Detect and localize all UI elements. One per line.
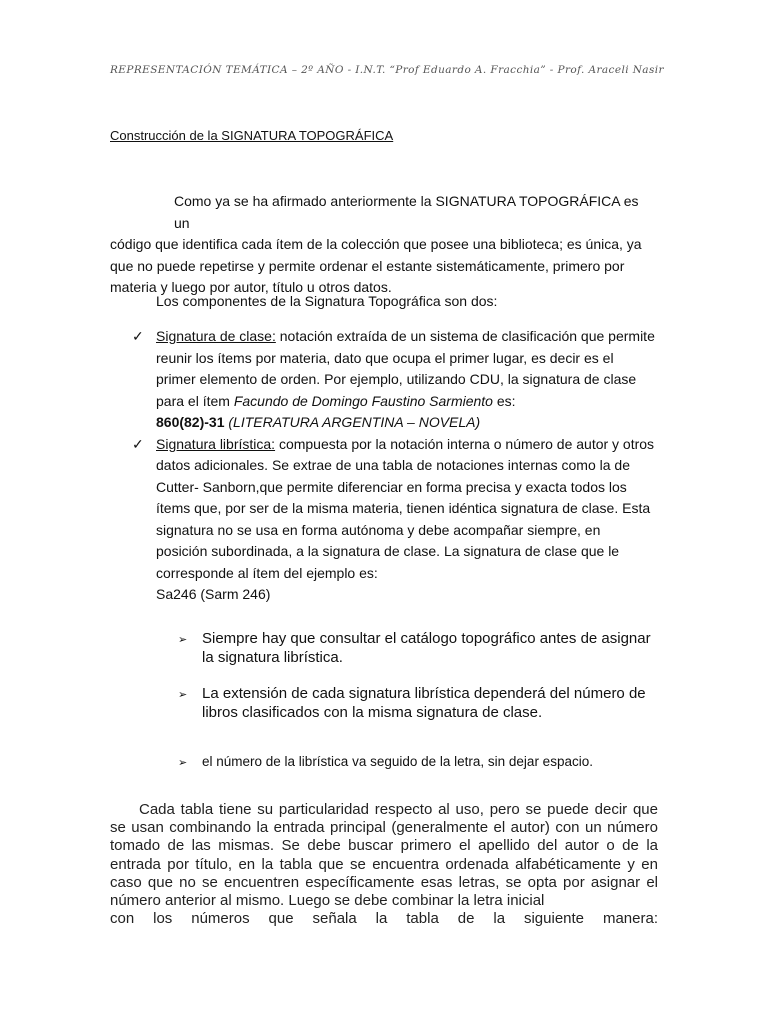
term-description: compuesta por la notación interna o número de autor y otros datos adicionales. Se extrae de una tabla de notaciones internas como la de Cutter- Sanborn,que permite diferenciar en forma precisa y exacta todos los ítems que, por ser de la misma materia, tienen idéntica signatura de clase. Esta signatura no se usa en forma autónoma y debe acompañar siempre, en posición subordinada, a la signatura de clase. La signatura de clase que le corresponde al ítem del ejemplo es: (156, 435, 655, 581)
checkmark-icon: ✓ (132, 328, 144, 344)
intro-line: código que identifica cada ítem de la colección que posee una biblioteca; es única, ya (110, 236, 642, 252)
arrow-bullet-icon: ➢ (178, 689, 188, 701)
page-header: REPRESENTACIÓN TEMÁTICA – 2º AÑO - I.N.T. “Prof Eduardo A. Fracchia” - Prof. Araceli Nasir (110, 64, 664, 76)
intro-line: materia y luego por autor, título u otros datos. (110, 279, 392, 295)
class-code: 860(82)-31 (156, 414, 225, 430)
note-text: el número de la librística va seguido de la letra, sin dejar espacio. (202, 754, 593, 769)
intro-line: Como ya se ha afirmado anteriormente la SIGNATURA TOPOGRÁFICA es un (174, 193, 639, 231)
intro-paragraph (110, 191, 655, 299)
term-label: Signatura librística: (156, 435, 276, 452)
components-sentence: Los componentes de la Signatura Topográfica son dos: (156, 293, 498, 309)
book-signature-example: Sa246 (Sarm 246) (156, 586, 271, 602)
closing-last-line: con los números que señala la tabla de la siguiente manera: (110, 910, 658, 928)
closing-text: Cada tabla tiene su particularidad respecto al uso, pero se puede decir que se usan combinando la entrada principal (generalmente el autor) con un número tomado de las mismas. Se debe buscar primero el apellido del autor o de la entrada por título, en la tabla que se encuentra ordenada alfabéticamente y en caso que no se encuentren específicamente esas letras, se opta por asignar el número anterior al mismo. Luego se debe combinar la letra inicial (110, 801, 658, 910)
term-description-end: es: (492, 392, 516, 409)
arrow-bullet-icon: ➢ (178, 757, 188, 769)
intro-line: que no puede repetirse y permite ordenar el estante sistemáticamente, primero por (110, 257, 625, 274)
note-item (178, 685, 658, 722)
note-text: Siempre hay que consultar el catálogo topográfico antes de asignar la signatura librística. (202, 630, 651, 666)
list-item-class-signature (110, 326, 655, 434)
arrow-bullet-icon: ➢ (178, 634, 188, 646)
list-item-book-signature (110, 434, 655, 606)
note-item (178, 630, 658, 667)
term-label: Signatura de clase: (156, 328, 276, 344)
class-code-description: (LITERATURA ARGENTINA – NOVELA) (224, 414, 481, 430)
note-text: La extensión de cada signatura librística dependerá del número de libros clasificados con la misma signatura de clase. (202, 685, 646, 721)
components-list (110, 326, 655, 606)
term-description: notación extraída de un sistema de clasificación que permite reunir los ítems por materia, dato que ocupa el primer lugar, es decir es el primer elemento de orden. Por ejemplo, utilizando CDU, la signatura de clase para el ítem (156, 328, 655, 409)
closing-paragraph (110, 801, 658, 928)
checkmark-icon: ✓ (132, 435, 144, 452)
note-item (178, 753, 658, 772)
section-title: Construcción de la SIGNATURA TOPOGRÁFICA (110, 128, 394, 143)
work-title: Facundo de Domingo Faustino Sarmiento (233, 392, 493, 409)
